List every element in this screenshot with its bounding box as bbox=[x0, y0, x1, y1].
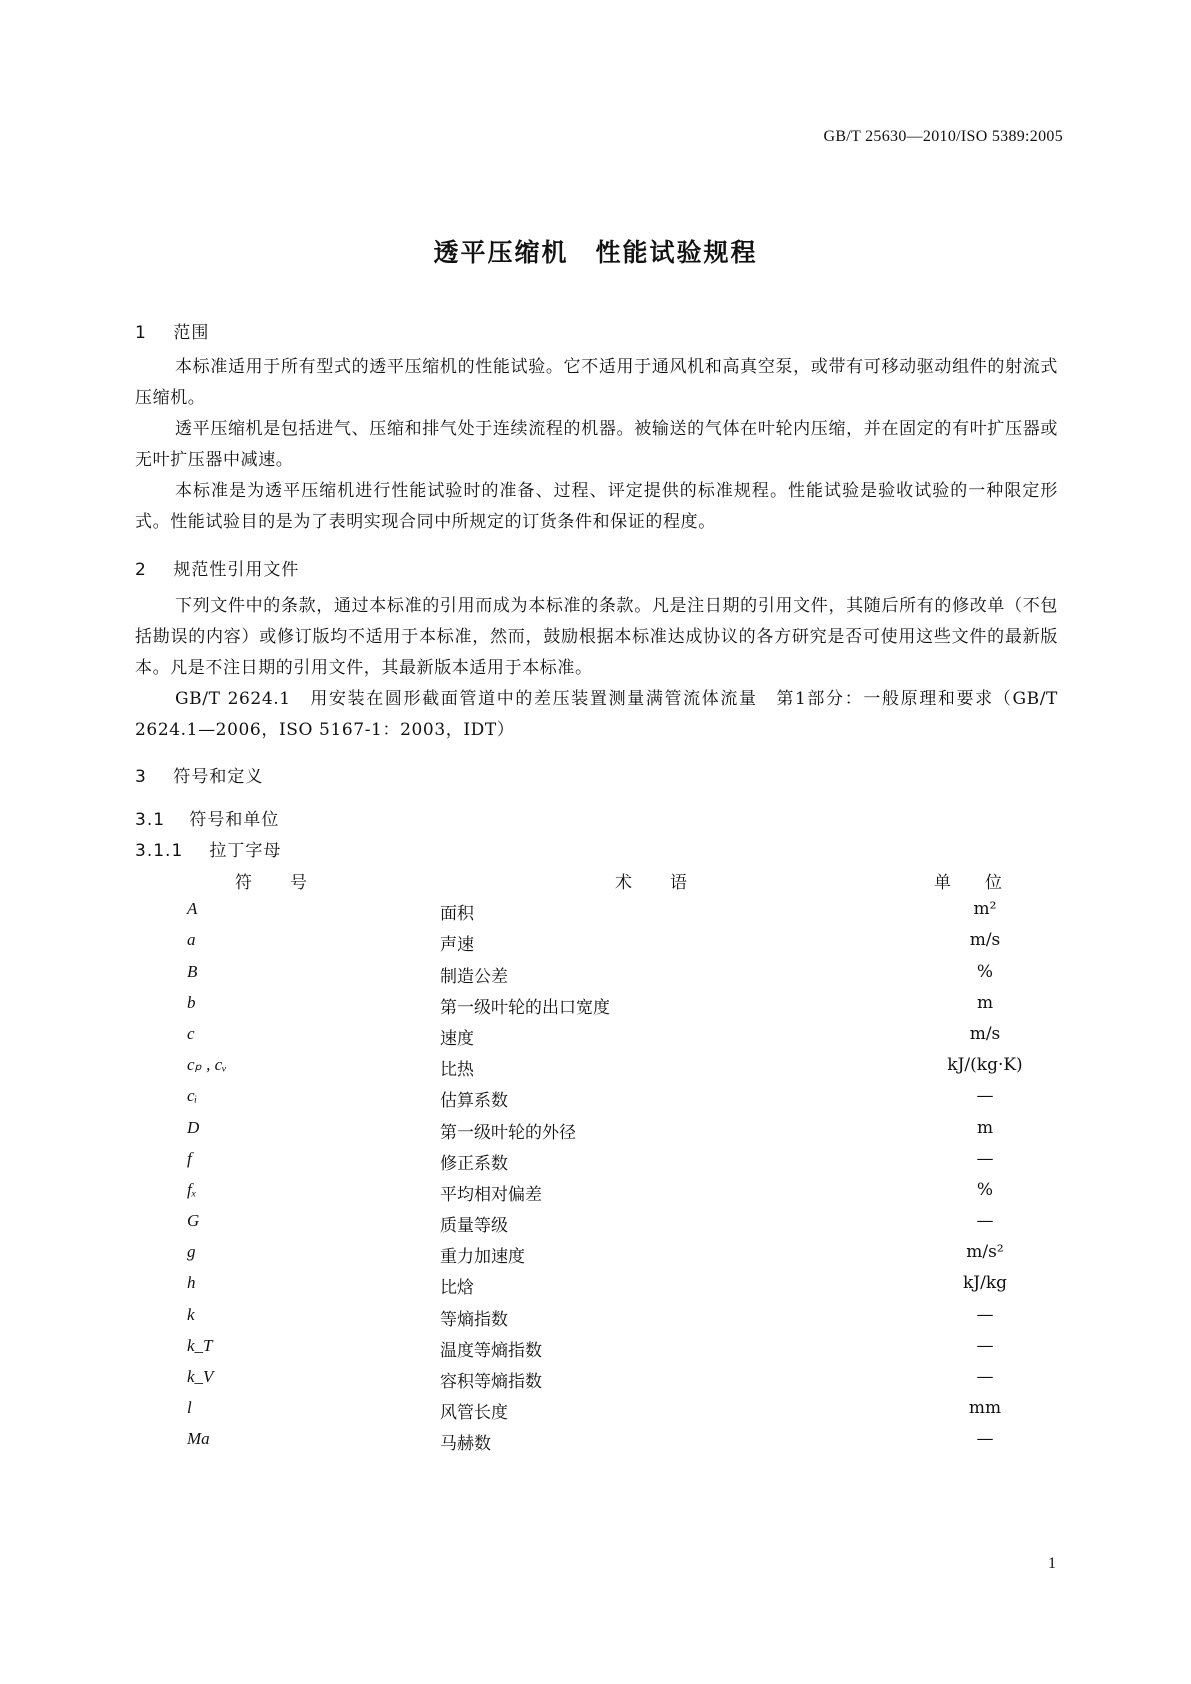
page-number: 1 bbox=[1048, 1555, 1056, 1572]
unit-cell: m bbox=[976, 992, 994, 1013]
section-title: 规范性引用文件 bbox=[173, 560, 300, 580]
table-row bbox=[135, 899, 1058, 930]
symbol-cell: a bbox=[187, 930, 196, 950]
section-title: 符号和单位 bbox=[189, 810, 280, 830]
term-cell: 面积 bbox=[440, 904, 474, 925]
symbols-table bbox=[135, 868, 1058, 1461]
unit-cell: kJ/kg bbox=[962, 1273, 1008, 1294]
table-row bbox=[135, 962, 1058, 993]
symbol-cell: G bbox=[187, 1211, 200, 1231]
paragraph-references: 下列文件中的条款，通过本标准的引用而成为本标准的条款。凡是注日期的引用文件，其随后所有的修改单（不包括勘误的内容）或修订版均不适用于本标准，然而，鼓励根据本标准达成协议的各方研究是否可使用这些文件的最新版本。凡是不注日期的引用文件，其最新版本适用于本标准。 bbox=[135, 596, 1058, 678]
symbol-cell: b bbox=[187, 992, 196, 1012]
unit-cell: m² bbox=[973, 899, 997, 920]
unit-cell: — bbox=[976, 1086, 994, 1107]
table-row bbox=[135, 1180, 1058, 1211]
unit-cell: — bbox=[976, 1148, 994, 1169]
standard-code-header: GB/T 25630—2010/ISO 5389:2005 bbox=[823, 128, 1063, 145]
table-header-row bbox=[135, 868, 1058, 899]
paragraph-scope-3: 本标准是为透平压缩机进行性能试验时的准备、过程、评定提供的标准规程。性能试验是验收试验的一种限定形式。性能试验目的是为了表明实现合同中所规定的订货条件和保证的程度。 bbox=[135, 481, 1058, 532]
symbol-cell: k_V bbox=[187, 1367, 214, 1386]
section-number: 3.1.1 bbox=[135, 841, 184, 861]
symbol-cell: cᵢ bbox=[187, 1086, 198, 1106]
table-body bbox=[135, 899, 1058, 1460]
table-row bbox=[135, 1429, 1058, 1460]
table-row bbox=[135, 1305, 1058, 1336]
symbol-cell: g bbox=[187, 1242, 196, 1262]
term-cell: 修正系数 bbox=[440, 1153, 508, 1174]
term-cell: 马赫数 bbox=[440, 1434, 491, 1455]
section-title: 拉丁字母 bbox=[209, 841, 282, 861]
document-title: 透平压缩机 性能试验规程 bbox=[433, 238, 758, 267]
table-row bbox=[135, 1242, 1058, 1273]
header-unit: 单位 bbox=[934, 873, 1036, 893]
unit-cell: — bbox=[976, 1335, 994, 1356]
table-row bbox=[135, 1055, 1058, 1086]
table-row bbox=[135, 1211, 1058, 1242]
symbol-cell: B bbox=[187, 961, 198, 981]
table-row bbox=[135, 1273, 1058, 1304]
section-title: 范围 bbox=[173, 323, 210, 343]
unit-cell: mm bbox=[968, 1398, 1002, 1419]
section-number: 2 bbox=[135, 560, 147, 580]
symbol-cell: c bbox=[187, 1023, 195, 1043]
term-cell: 重力加速度 bbox=[440, 1247, 525, 1268]
table-row bbox=[135, 1336, 1058, 1367]
section-number: 3.1 bbox=[135, 810, 166, 830]
symbol-cell: D bbox=[187, 1117, 200, 1137]
section-number: 3 bbox=[135, 767, 147, 787]
term-cell: 第一级叶轮的出口宽度 bbox=[440, 997, 610, 1018]
section-title: 符号和定义 bbox=[173, 767, 264, 787]
term-cell: 质量等级 bbox=[440, 1216, 508, 1237]
paragraph-reference-item: GB/T 2624.1 用安装在圆形截面管道中的差压装置测量满管流体流量 第1部分：一般原理和要求（GB/T 2624.1—2006，ISO 5167-1：2003，IDT） bbox=[135, 689, 1058, 740]
term-cell: 声速 bbox=[440, 935, 474, 956]
term-cell: 等熵指数 bbox=[440, 1309, 508, 1330]
unit-cell: — bbox=[976, 1304, 994, 1325]
unit-cell: — bbox=[976, 1367, 994, 1387]
unit-cell: % bbox=[976, 1179, 994, 1200]
symbol-cell: cₚ , cᵥ bbox=[187, 1055, 227, 1075]
term-cell: 第一级叶轮的外径 bbox=[440, 1122, 576, 1143]
symbol-cell: k bbox=[187, 1304, 195, 1324]
section-3-1-heading bbox=[135, 805, 279, 830]
term-cell: 制造公差 bbox=[440, 966, 508, 987]
term-cell: 温度等熵指数 bbox=[440, 1340, 542, 1361]
table-row bbox=[135, 930, 1058, 961]
section-3-heading bbox=[135, 762, 263, 787]
unit-cell: m/s² bbox=[966, 1242, 1004, 1263]
section-1-heading bbox=[135, 318, 209, 343]
unit-cell: m/s bbox=[969, 1023, 1001, 1044]
symbol-cell: fₓ bbox=[187, 1179, 197, 1199]
term-cell: 估算系数 bbox=[440, 1091, 508, 1112]
table-row bbox=[135, 1024, 1058, 1055]
symbol-cell: f bbox=[187, 1148, 192, 1168]
term-cell: 容积等熵指数 bbox=[440, 1372, 542, 1392]
symbol-cell: h bbox=[187, 1273, 196, 1293]
section-3-1-1-heading bbox=[135, 836, 281, 861]
table-row bbox=[135, 1118, 1058, 1149]
section-2-heading bbox=[135, 555, 299, 580]
header-term: 术语 bbox=[615, 873, 725, 893]
term-cell: 平均相对偏差 bbox=[440, 1184, 542, 1205]
term-cell: 比热 bbox=[440, 1060, 474, 1081]
term-cell: 风管长度 bbox=[440, 1403, 508, 1424]
paragraph-scope-2: 透平压缩机是包括进气、压缩和排气处于连续流程的机器。被输送的气体在叶轮内压缩，并在固定的有叶扩压器或无叶扩压器中减速。 bbox=[135, 419, 1058, 470]
table-row bbox=[135, 1149, 1058, 1180]
term-cell: 速度 bbox=[440, 1028, 474, 1049]
unit-cell: kJ/(kg·K) bbox=[947, 1055, 1023, 1076]
symbol-cell: l bbox=[187, 1398, 192, 1418]
unit-cell: % bbox=[976, 961, 994, 982]
symbol-cell: k_T bbox=[187, 1335, 213, 1355]
unit-cell: m/s bbox=[969, 930, 1001, 951]
section-number: 1 bbox=[135, 323, 147, 343]
unit-cell: m bbox=[976, 1117, 994, 1138]
table-row bbox=[135, 1398, 1058, 1429]
term-cell: 比焓 bbox=[440, 1278, 474, 1299]
table-row bbox=[135, 1086, 1058, 1117]
unit-cell: — bbox=[976, 1429, 994, 1450]
symbol-cell: Ma bbox=[187, 1429, 210, 1449]
table-row bbox=[135, 1367, 1058, 1398]
paragraph-scope-1: 本标准适用于所有型式的透平压缩机的性能试验。它不适用于通风机和高真空泵，或带有可移动驱动组件的射流式压缩机。 bbox=[135, 357, 1058, 408]
table-row bbox=[135, 993, 1058, 1024]
symbol-cell: A bbox=[187, 899, 198, 919]
header-symbol: 符号 bbox=[235, 873, 345, 893]
unit-cell: — bbox=[976, 1211, 994, 1232]
